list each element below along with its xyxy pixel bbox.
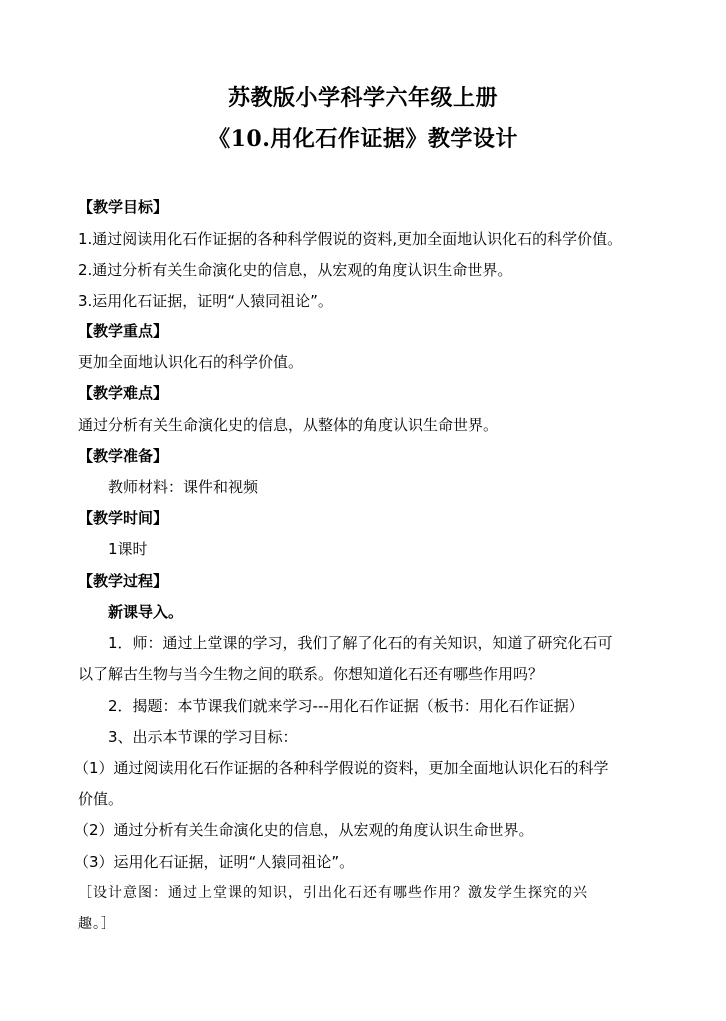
key-heading: 【教学重点】 xyxy=(78,322,169,340)
design-intent-line2: 趣。］ xyxy=(78,916,116,932)
goals-heading: 【教学目标】 xyxy=(78,198,169,216)
document-title-line1: 苏教版小学科学六年级上册 xyxy=(227,85,498,111)
step2: 2．揭题：本节课我们就来学习---用化石作证据（板书：用化石作证据） xyxy=(108,697,584,715)
objective1-line1: （1）通过阅读用化石作证据的各种科学假说的资料，更加全面地认识化石的科学 xyxy=(74,759,609,777)
prep-text: 教师材料：课件和视频 xyxy=(108,478,259,496)
goal-item-1: 1.通过阅读用化石作证据的各种科学假说的资料,更加全面地认识化石的科学价值。 xyxy=(78,230,623,248)
difficulty-heading: 【教学难点】 xyxy=(78,384,169,402)
time-text: 1课时 xyxy=(108,540,148,558)
process-subheading: 新课导入。 xyxy=(108,603,184,621)
objective3: （3）运用化石证据，证明“人猿同祖论”。 xyxy=(74,853,355,871)
objective1-line2: 价值。 xyxy=(78,790,124,808)
step1-line2: 以了解古生物与当今生物之间的联系。你想知道化石还有哪些作用吗？ xyxy=(78,665,544,683)
step1-line1: 1．师：通过上堂课的学习，我们了解了化石的有关知识，知道了研究化石可 xyxy=(108,634,613,652)
design-intent-line1: ［设计意图：通过上堂课的知识，引出化石还有哪些作用？激发学生探究的兴 xyxy=(78,885,588,901)
key-text: 更加全面地认识化石的科学价值。 xyxy=(78,353,304,371)
goal-item-2: 2.通过分析有关生命演化史的信息，从宏观的角度认识生命世界。 xyxy=(78,261,513,279)
document-title-line2: 《10.用化石作证据》教学设计 xyxy=(208,126,518,152)
process-heading: 【教学过程】 xyxy=(78,572,169,590)
prep-heading: 【教学准备】 xyxy=(78,447,169,465)
objective2: （2）通过分析有关生命演化史的信息，从宏观的角度认识生命世界。 xyxy=(74,821,534,839)
difficulty-text: 通过分析有关生命演化史的信息，从整体的角度认识生命世界。 xyxy=(78,416,499,434)
step3: 3、出示本节课的学习目标： xyxy=(108,728,298,746)
time-heading: 【教学时间】 xyxy=(78,509,169,527)
goal-item-3: 3.运用化石证据，证明“人猿同祖论”。 xyxy=(78,292,333,310)
